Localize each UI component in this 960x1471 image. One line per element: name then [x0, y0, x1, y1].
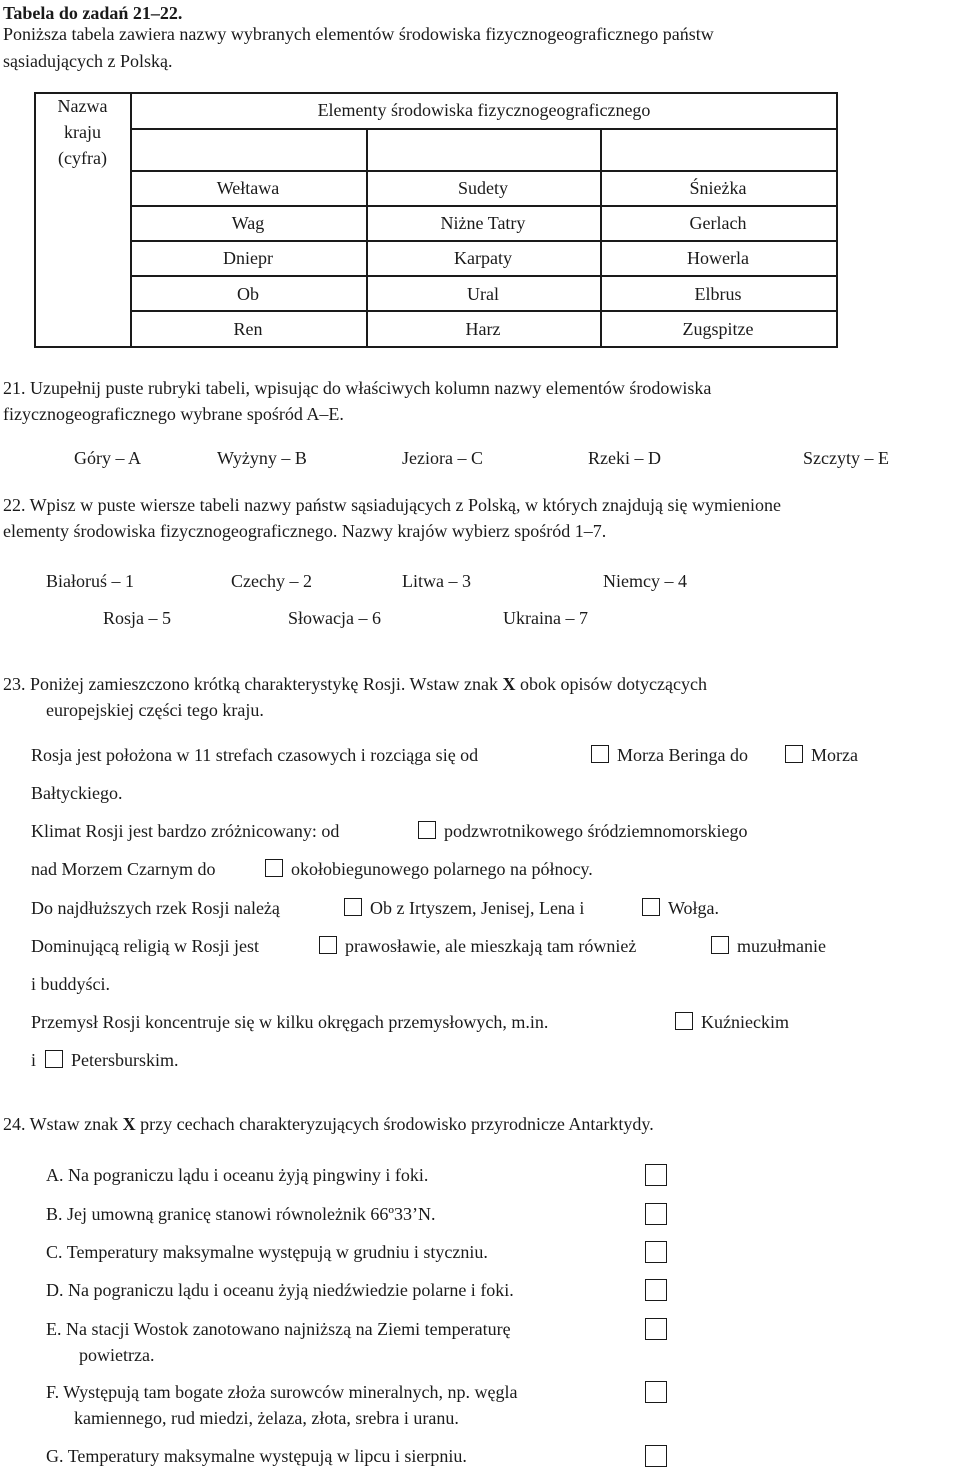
answer-checkbox[interactable]	[645, 1381, 667, 1403]
answer-checkbox[interactable]	[265, 859, 283, 877]
task21-option: Wyżyny – B	[217, 448, 307, 468]
task22-option: Białoruś – 1	[46, 571, 134, 591]
table-cell-mountains: Karpaty	[454, 248, 512, 268]
answer-checkbox[interactable]	[645, 1279, 667, 1301]
s4-text: muzułmanie	[737, 936, 826, 956]
country-header-line3: (cyfra)	[58, 148, 107, 168]
task23-instruction-line2: europejskiej części tego kraju.	[46, 700, 264, 720]
answer-checkbox[interactable]	[344, 898, 362, 916]
table-cell-mountains: Harz	[465, 319, 501, 339]
task24-item-e-cont: powietrza.	[79, 1345, 155, 1365]
answer-checkbox[interactable]	[645, 1164, 667, 1186]
task22-option: Czechy – 2	[231, 571, 312, 591]
s5-text: Kuźnieckim	[701, 1012, 789, 1032]
table-cell-river: Dniepr	[223, 248, 273, 268]
table-cell-mountains: Sudety	[457, 178, 508, 198]
task21-instruction-line1: 21. Uzupełnij puste rubryki tabeli, wpisując do właściwych kolumn nazwy elementów środowiska	[3, 378, 712, 398]
task24-item-d: D. Na pograniczu lądu i oceanu żyją niedźwiedzie polarne i foki.	[46, 1280, 514, 1300]
task24-instruction: 24. Wstaw znak X przy cechach charakteryzujących środowisko przyrodnicze Antarktydy.	[3, 1114, 654, 1134]
task21-instruction-line2: fizycznogeograficznego wybrane spośród A–E.	[3, 404, 344, 424]
table-cell-peak: Howerla	[687, 248, 749, 268]
answer-checkbox[interactable]	[642, 898, 660, 916]
table-cell-river: Ob	[237, 284, 259, 304]
task22-option: Litwa – 3	[402, 571, 471, 591]
table-cell-mountains: Niżne Tatry	[440, 213, 526, 233]
s2-text-cont: nad Morzem Czarnym do	[31, 859, 216, 879]
intro-text-line1: Poniższa tabela zawiera nazwy wybranych elementów środowiska fizycznogeograficznego państw	[3, 24, 714, 44]
answer-checkbox[interactable]	[319, 936, 337, 954]
s3-text: Wołga.	[668, 898, 720, 918]
task21-option: Góry – A	[74, 448, 141, 468]
s5-text: Przemysł Rosji koncentruje się w kilku okręgach przemysłowych, m.in.	[31, 1012, 549, 1032]
answer-checkbox[interactable]	[645, 1445, 667, 1467]
answer-checkbox[interactable]	[711, 936, 729, 954]
table-cell-peak: Zugspitze	[682, 319, 754, 339]
task24-item-f: F. Występują tam bogate złoża surowców mineralnych, np. węgla	[46, 1382, 518, 1402]
task24-item-a: A. Na pograniczu lądu i oceanu żyją pingwiny i foki.	[46, 1165, 429, 1185]
task23-instruction-line1: 23. Poniżej zamieszczono krótką charakterystykę Rosji. Wstaw znak X obok opisów dotyczących	[3, 674, 707, 694]
task24-item-c: C. Temperatury maksymalne występują w grudniu i styczniu.	[46, 1242, 488, 1262]
task22-instruction-line2: elementy środowiska fizycznogeograficznego. Nazwy krajów wybierz spośród 1–7.	[3, 521, 607, 541]
country-header-line1: Nazwa	[57, 96, 108, 116]
s3-text: Ob z Irtyszem, Jenisej, Lena i	[370, 898, 585, 918]
task22-option: Ukraina – 7	[503, 608, 588, 628]
table-cell-peak: Gerlach	[689, 213, 747, 233]
intro-text-line2: sąsiadujących z Polską.	[3, 51, 173, 71]
answer-checkbox[interactable]	[785, 745, 803, 763]
task21-option: Jeziora – C	[402, 448, 483, 468]
s5-text-cont: Petersburskim.	[71, 1050, 179, 1070]
answer-checkbox[interactable]	[591, 745, 609, 763]
s4-text: prawosławie, ale mieszkają tam również	[345, 936, 637, 956]
task21-option: Szczyty – E	[803, 448, 889, 468]
task21-option: Rzeki – D	[588, 448, 661, 468]
s3-text: Do najdłuższych rzek Rosji należą	[31, 898, 280, 918]
s2-text: podzwrotnikowego śródziemnomorskiego	[444, 821, 748, 841]
task22-option: Słowacja – 6	[288, 608, 381, 628]
answer-checkbox[interactable]	[645, 1318, 667, 1340]
s4-text: Dominującą religią w Rosji jest	[31, 936, 259, 956]
task24-item-b: B. Jej umowną granicę stanowi równoleżnik 66º33’N.	[46, 1204, 436, 1224]
s1-text: Morza	[811, 745, 858, 765]
table-cell-peak: Elbrus	[694, 284, 742, 304]
s1-text: Morza Beringa do	[617, 745, 748, 765]
s4-text-cont: i buddyści.	[31, 974, 110, 994]
s1-text-cont: Bałtyckiego.	[31, 783, 123, 803]
elements-header: Elementy środowiska fizycznogeograficznego	[317, 100, 651, 120]
task22-option: Rosja – 5	[103, 608, 172, 628]
task22-option: Niemcy – 4	[603, 571, 687, 591]
task24-item-f-cont: kamiennego, rud miedzi, żelaza, złota, srebra i uranu.	[74, 1408, 459, 1428]
s2-text: Klimat Rosji jest bardzo zróżnicowany: od	[31, 821, 340, 841]
worksheet-title: Tabela do zadań 21–22.	[3, 3, 183, 23]
s1-text: Rosja jest położona w 11 strefach czasowych i rozciąga się od	[31, 745, 479, 765]
answer-checkbox[interactable]	[675, 1012, 693, 1030]
task24-item-e: E. Na stacji Wostok zanotowano najniższą na Ziemi temperaturę	[46, 1319, 511, 1339]
answer-checkbox[interactable]	[645, 1241, 667, 1263]
s2-text-cont: okołobiegunowego polarnego na północy.	[291, 859, 593, 879]
table-cell-peak: Śnieżka	[689, 178, 747, 198]
answer-checkbox[interactable]	[645, 1203, 667, 1225]
answer-checkbox[interactable]	[418, 821, 436, 839]
answer-checkbox[interactable]	[45, 1050, 63, 1068]
table-cell-river: Wag	[231, 213, 265, 233]
country-header-line2: kraju	[64, 122, 101, 142]
table-cell-river: Ren	[233, 319, 263, 339]
task24-item-g: G. Temperatury maksymalne występują w lipcu i sierpniu.	[46, 1446, 467, 1466]
task22-instruction-line1: 22. Wpisz w puste wiersze tabeli nazwy państw sąsiadujących z Polską, w których znajdują się wymienione	[3, 495, 781, 515]
table-cell-mountains: Ural	[467, 284, 499, 304]
table-cell-river: Wełtawa	[216, 178, 280, 198]
s5-text-cont: i	[31, 1050, 37, 1070]
